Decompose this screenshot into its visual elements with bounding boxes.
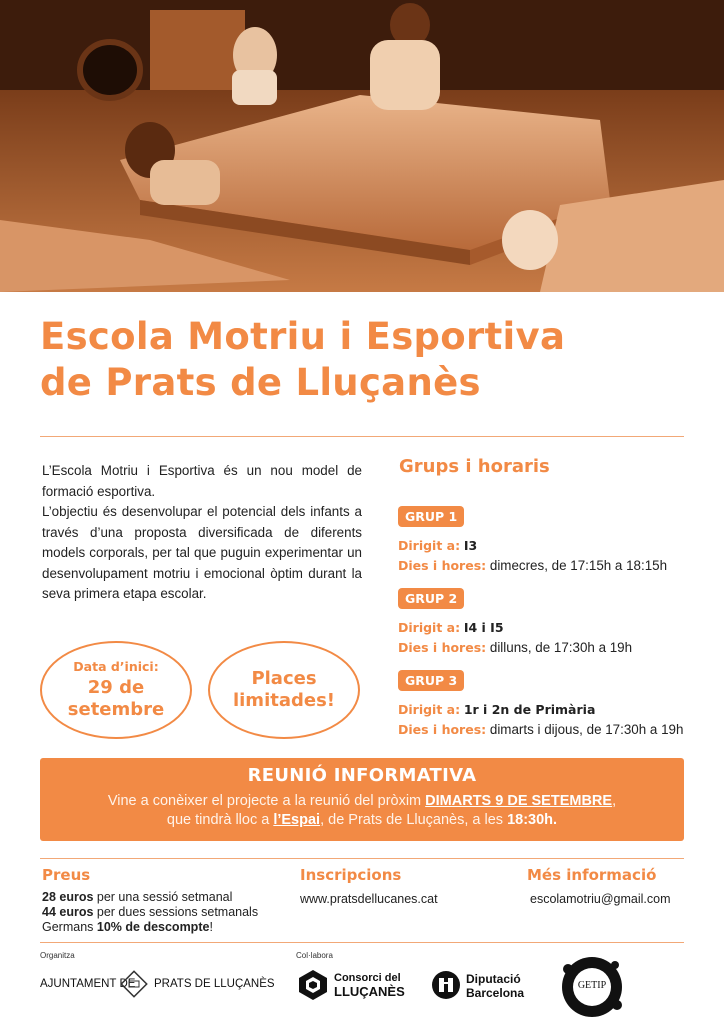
group-1-days-key: Dies i hores:: [398, 558, 487, 573]
price-3-discount: 10% de descompte: [96, 920, 210, 934]
intro-paragraph-2: L’objectiu és desenvolupar el potencial dels infants a través d’una proposta diversificada de diferents models corporals, per tal que puguin experimentar un desenvolupament motriu i emocional òptim durant la seva primera etapa escolar.: [42, 504, 362, 601]
price-3-end: !: [209, 920, 213, 934]
contact-email[interactable]: escolamotriu@gmail.com: [530, 892, 671, 906]
ajuntament-text-1: AJUNTAMENT DE: [40, 978, 136, 990]
limited-places-line-1: Places: [251, 668, 317, 689]
group-1-days: dimecres, de 17:15h a 18:15h: [489, 558, 668, 573]
intro-text: [42, 461, 362, 605]
group-3-days-key: Dies i hores:: [398, 722, 487, 737]
price-2-amount: 44 euros: [42, 905, 94, 919]
title-line-2: de Prats de Lluçanès: [40, 361, 481, 404]
consorci-logo-text: [334, 972, 405, 998]
title-line-1: Escola Motriu i Esportiva: [40, 315, 566, 358]
meeting-time: 18:30h.: [507, 812, 558, 828]
organizer-label: Organitza: [40, 951, 75, 960]
getip-text: GETIP: [577, 980, 607, 991]
meeting-title: REUNIÓ INFORMATIVA: [247, 765, 477, 786]
price-1-text: per una sessió setmanal: [93, 890, 233, 904]
group-2-badge: GRUP 2: [398, 588, 464, 609]
diputacio-text-1: Diputació: [466, 972, 521, 986]
consorci-hexagon-icon: [296, 968, 330, 1002]
meeting-line-1-text: Vine a conèixer el projecte a la reunió del pròxim: [107, 793, 426, 809]
group-3-target: 1r i 2n de Primària: [463, 702, 596, 717]
prices-list: [42, 890, 302, 935]
consorci-text-2: LLUÇANÈS: [334, 984, 405, 999]
group-1: [398, 506, 698, 576]
diputacio-emblem-icon: [431, 970, 461, 1000]
group-1-target-key: Dirigit a:: [398, 538, 461, 553]
divider-bottom: [40, 942, 684, 943]
divider-middle: [40, 858, 684, 859]
getip-logo: [560, 955, 624, 1019]
hero-photo: [0, 0, 724, 292]
price-1-amount: 28 euros: [42, 890, 94, 904]
group-3-days: dimarts i dijous, de 17:30h a 19h: [489, 722, 684, 737]
start-date-label: Data d’inici:: [73, 659, 159, 674]
limited-places-badge: [208, 641, 360, 739]
group-1-badge: GRUP 1: [398, 506, 464, 527]
prices-heading: Preus: [42, 866, 91, 884]
meeting-place: l’Espai: [273, 812, 321, 828]
signup-url[interactable]: www.pratsdellucanes.cat: [300, 892, 438, 906]
meeting-line-1-end: ,: [612, 793, 617, 809]
consorci-text-1: Consorci del: [334, 972, 401, 984]
group-3-target-key: Dirigit a:: [398, 702, 461, 717]
group-2: [398, 588, 698, 658]
page-title: [40, 314, 700, 406]
ajuntament-shield-icon: [120, 970, 148, 998]
start-date-month: setembre: [67, 699, 165, 720]
ajuntament-text-2: PRATS DE LLUÇANÈS: [154, 978, 275, 990]
meeting-line-2-mid: , de Prats de Lluçanès, a les: [320, 812, 508, 828]
meeting-line-2-text: que tindrà lloc a: [166, 812, 274, 828]
more-info-heading: Més informació: [527, 866, 657, 884]
collaborator-label: Col·labora: [296, 951, 333, 960]
meeting-line-1: [40, 792, 684, 811]
children-playing-photo-illustration: [0, 0, 724, 292]
group-2-target-key: Dirigit a:: [398, 620, 461, 635]
price-3-text: Germans: [42, 920, 97, 934]
price-2-text: per dues sessions setmanals: [93, 905, 259, 919]
meeting-line-2: [40, 811, 684, 830]
group-2-days: dilluns, de 17:30h a 19h: [489, 640, 633, 655]
start-date-day: 29 de: [87, 677, 145, 698]
diputacio-text-2: Barcelona: [466, 986, 525, 1000]
group-3: [398, 670, 698, 740]
intro-paragraph-1: L’Escola Motriu i Esportiva és un nou model de formació esportiva.: [42, 463, 362, 499]
signup-heading: Inscripcions: [300, 866, 402, 884]
group-3-badge: GRUP 3: [398, 670, 464, 691]
diputacio-logo-text: [466, 972, 524, 1000]
start-date-badge: [40, 641, 192, 739]
meeting-banner: [40, 758, 684, 841]
divider-top: [40, 436, 684, 437]
limited-places-line-2: limitades!: [232, 690, 336, 711]
group-2-target: I4 i I5: [463, 620, 504, 635]
group-2-days-key: Dies i hores:: [398, 640, 487, 655]
groups-heading: Grups i horaris: [399, 456, 550, 477]
group-1-target: I3: [463, 538, 478, 553]
meeting-date: DIMARTS 9 DE SETEMBRE: [425, 793, 613, 809]
